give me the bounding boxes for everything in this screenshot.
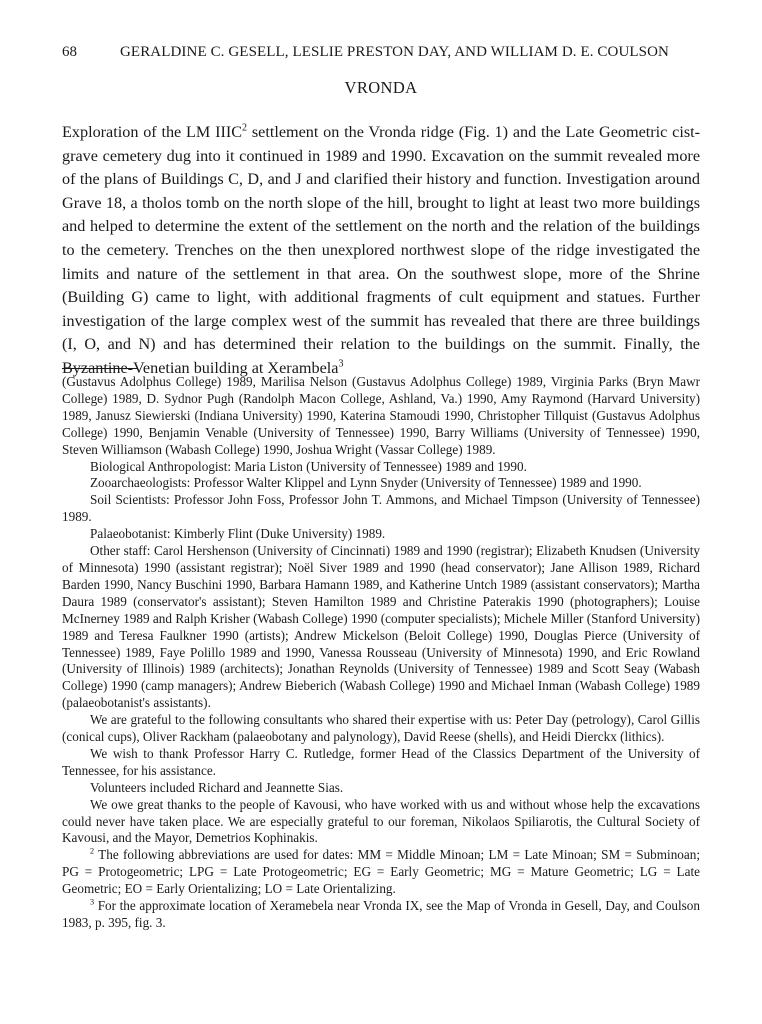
footnote-other-staff: Other staff: Carol Hershenson (University of Cincinnati) 1989 and 1990 (registrar); Elizabeth Knudsen (University of Minnesota) 1990 (assistant registrar); Noël Siver 1989 and 1990 (head conservator); Jane Allison 1989, Richard Barden 1990, Nancy Buschini 1990, Barbara Hamann 1989, and Katherine Untch 1989 (assistant conservators); Martha Daura 1989 (conservator's assistant); Steven Hamilton 1989 and Christine Paterakis 1990 (photographers); Louise McInerney 1989 and Ralph Krisher (Wabash College) 1990 (computer specialists); Michele Miller (Stanford University) 1989 and Teresa Faulkner 1990 (artists); Andrew Mickelson (Beloit College) 1990, Douglas Pierce (University of Tennessee) 1989, Faye Polillo 1989 and 1990, Vanessa Rousseau (University of Minnesota) 1990, and Eric Rowland (University of Illinois) 1989 (architects); Jonathan Reynolds (University of Tennessee) 1989 and Scott Seay (Wabash College) 1990 (camp managers); Andrew Bieberich (Wabash College) 1990 and Michael Inman (Wabash College) 1989 (palaeobotanist's assistants). [62,543,700,711]
footnote-3-text: For the approximate location of Xeramebela near Vronda IX, see the Map of Vronda in Gesell, Day, and Coulson 1983, p. 395, fig. 3. [62,898,700,930]
footnote-zooarchaeologists: Zooarchaeologists: Professor Walter Klippel and Lynn Snyder (University of Tennessee) 1989 and 1990. [90,475,642,491]
footnote-3-marker: 3 [90,897,95,907]
footnote-rule [62,368,138,369]
footnote-thanks: We wish to thank Professor Harry C. Rutledge, former Head of the Classics Department of the University of Tennessee, for his assistance. [62,745,700,778]
footnote-volunteers: Volunteers included Richard and Jeannette Sias. [90,779,344,795]
footnote-palaeobotanist: Palaeobotanist: Kimberly Flint (Duke University) 1989. [90,526,386,542]
footnote-kavousi: We owe great thanks to the people of Kavousi, who have worked with us and without whose help the excavations could never have taken place. We are especially grateful to our foreman, Nikolaos Spiliarotis, the Cultural Society of Kavousi, and the Mayor, Demetrios Kophinakis. [62,796,700,846]
footnote-2-marker: 2 [90,846,95,856]
section-title: VRONDA [344,78,418,97]
page-number: 68 [62,44,77,60]
body-text-rest: settlement on the Vronda ridge (Fig. 1) and the Late Geometric cist-grave cemetery dug into it continued in 1989 and 1990. Excavation on the summit revealed more of the plans of Buildings C, D, and J and clarified their history and function. Investigation around Grave 18, a tholos tomb on the north slope of the hill, brought to light at least two more buildings and helped to determine the extent of the settlement on the north and the relation of the buildings to the cemetery. Trenches on the then unexplored northwest slope of the ridge investigated the limits and nature of the settlement in that area. On the southwest slope, more of the Shrine (Building G) came to light, with additional fragments of cult equipment and statues. Further investigation of the large complex west of the summit has revealed that there are three buildings (I, O, and N) and has determined their relation to the buildings on the summit. Finally, the Byzantine-Venetian building at Xerambela [62,123,701,377]
body-text-start: Exploration of the LM IIIC [62,123,243,141]
body-paragraph [62,121,700,381]
running-head: GERALDINE C. GESELL, LESLIE PRESTON DAY, AND WILLIAM D. E. COULSON [120,44,669,60]
footnote-continued: (Gustavus Adolphus College) 1989, Marilisa Nelson (Gustavus Adolphus College) 1989, Virginia Parks (Bryn Mawr College) 1989, D. Sydnor Pugh (Randolph Macon College, Ashland, Va.) 1990, Amy Raymond (Harvard University) 1989, Janusz Siewierski (Indiana University) 1990, Katerina Stamoudi 1990, Christopher Tillquist (Gustavus Adolphus College) 1990, Benjamin Venable (University of Tennessee) 1990, Barry Williams (University of Tennessee) 1990, Steven Williamson (Wabash College) 1990, Joshua Wright (Vassar College) 1989. [62,374,700,457]
footnote-ref-2: 2 [242,122,248,134]
footnote-ref-3: 3 [338,358,344,370]
footnote-2 [62,847,700,898]
footnote-biological-anthropologist: Biological Anthropologist: Maria Liston (University of Tennessee) 1989 and 1990. [90,458,527,474]
page-header [62,44,700,66]
footnotes [62,374,700,932]
footnote-consultants: We are grateful to the following consultants who shared their expertise with us: Peter Day (petrology), Carol Gillis (conical cups), Oliver Rackham (palaeobotany and palynology), David Reese (shells), and Heidi Dierckx (lithics). [62,712,700,745]
footnote-2-text: The following abbreviations are used for dates: MM = Middle Minoan; LM = Late Minoan; SM = Subminoan; PG = Protogeometric; LPG = Late Protogeometric; EG = Early Geometric; MG = Mature Geometric; LG = Late Geometric; EO = Early Orientalizing; LO = Late Orientalizing. [62,847,700,897]
footnote-3 [62,898,700,932]
footnote-soil-scientists: Soil Scientists: Professor John Foss, Professor John T. Ammons, and Michael Timpson (University of Tennessee) 1989. [62,492,700,525]
